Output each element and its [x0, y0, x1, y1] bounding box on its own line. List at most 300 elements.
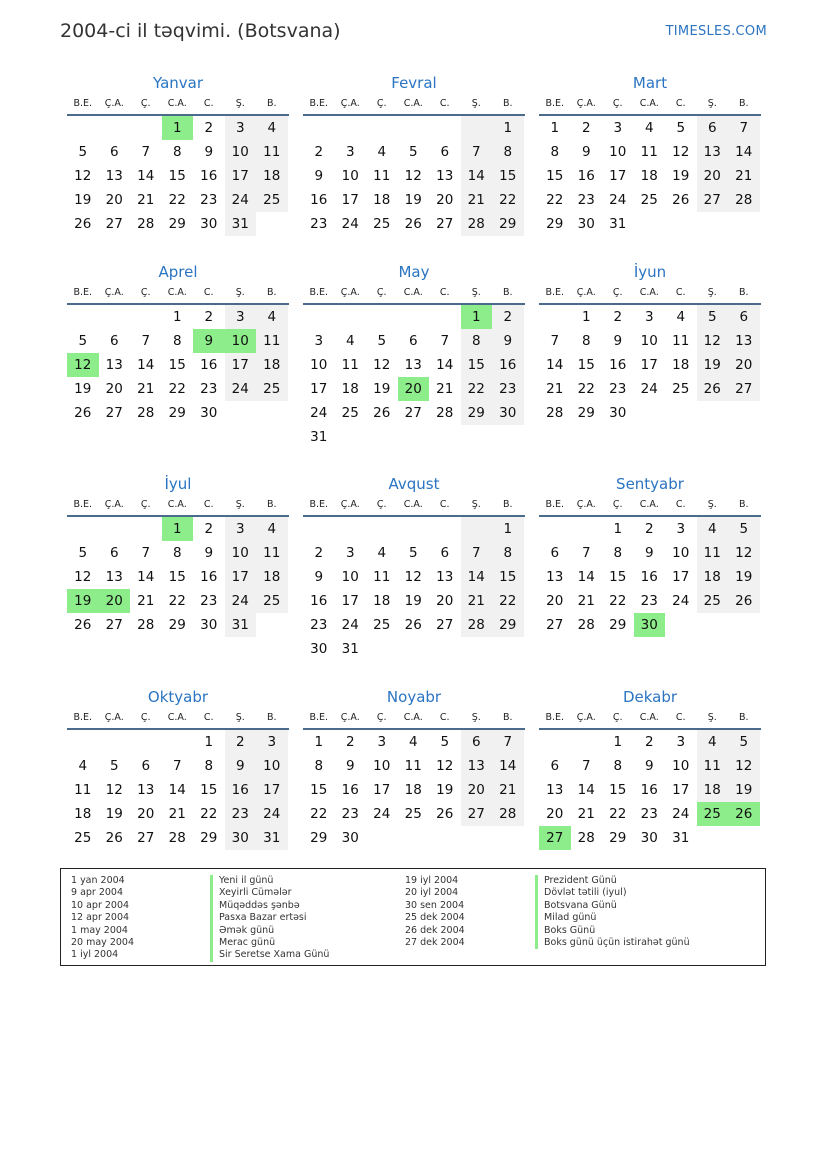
day-cell: 29 — [546, 216, 564, 232]
empty-day-cell — [99, 730, 131, 754]
day-cell: 23 — [609, 381, 627, 397]
day-cell: 22 — [492, 188, 524, 212]
day-cell: 15 — [546, 168, 564, 184]
empty-day-cell — [67, 517, 99, 541]
day-cell: 6 — [728, 305, 760, 329]
week-row — [303, 353, 525, 377]
day-cell: 23 — [492, 377, 524, 401]
month-calendar — [303, 686, 525, 850]
day-cell: 19 — [105, 806, 123, 822]
week-row — [67, 212, 289, 236]
weekday-label: Ç.A. — [576, 712, 596, 723]
weekday-label: B.E. — [545, 712, 565, 723]
week-row — [67, 778, 289, 802]
day-cell: 1 — [461, 305, 493, 329]
weekday-label: C.A. — [167, 712, 187, 723]
week-row — [303, 188, 525, 212]
empty-day-cell — [571, 730, 603, 754]
day-cell: 29 — [461, 401, 493, 425]
week-row — [303, 754, 525, 778]
empty-day-cell — [492, 637, 524, 661]
week-row — [539, 116, 761, 140]
empty-day-cell — [429, 826, 461, 850]
weekday-label: Ş. — [471, 98, 481, 109]
day-cell: 13 — [105, 569, 123, 585]
day-cell: 10 — [640, 333, 658, 349]
day-cell: 22 — [577, 381, 595, 397]
day-cell: 25 — [373, 617, 391, 633]
day-cell: 11 — [697, 754, 729, 778]
weekday-label: C.A. — [639, 287, 659, 298]
legend-item: 26 dek 2004 — [405, 924, 465, 936]
day-cell: 18 — [74, 806, 92, 822]
weekday-label: Ç. — [612, 712, 623, 723]
day-cell: 8 — [613, 758, 623, 774]
week-row — [67, 329, 289, 353]
day-cell: 20 — [105, 192, 123, 208]
day-cell: 4 — [408, 734, 418, 750]
month-name: Yanvar — [152, 74, 204, 92]
day-cell: 15 — [168, 168, 186, 184]
day-cell: 28 — [436, 405, 454, 421]
day-cell: 14 — [577, 782, 595, 798]
day-cell: 27 — [461, 802, 493, 826]
day-cell: 23 — [577, 192, 595, 208]
week-row — [539, 778, 761, 802]
day-cell: 27 — [404, 405, 422, 421]
empty-day-cell — [366, 517, 398, 541]
day-cell: 1 — [492, 517, 524, 541]
weekday-label: B. — [266, 712, 277, 723]
legend-item: 27 dek 2004 — [405, 937, 465, 949]
empty-day-cell — [429, 425, 461, 449]
empty-day-cell — [67, 116, 99, 140]
week-row — [539, 353, 761, 377]
day-cell: 4 — [377, 545, 387, 561]
month-calendar — [303, 261, 525, 449]
week-row — [539, 517, 761, 541]
legend-item: Boks günü üçün istirahət günü — [535, 937, 690, 949]
day-cell: 1 — [172, 309, 182, 325]
day-cell: 7 — [172, 758, 182, 774]
weekday-label: Ş. — [235, 712, 245, 723]
day-cell: 7 — [461, 140, 493, 164]
day-cell: 29 — [609, 830, 627, 846]
empty-day-cell — [398, 116, 430, 140]
empty-day-cell — [366, 637, 398, 661]
week-row — [303, 377, 525, 401]
month-calendar — [303, 72, 525, 236]
day-cell: 22 — [546, 192, 564, 208]
week-row — [303, 589, 525, 613]
empty-day-cell — [634, 401, 666, 425]
day-cell: 26 — [672, 192, 690, 208]
empty-day-cell — [335, 305, 367, 329]
day-cell: 3 — [644, 309, 654, 325]
day-cell: 10 — [373, 758, 391, 774]
empty-day-cell — [728, 212, 760, 236]
legend-item: 1 yan 2004 — [71, 875, 125, 886]
day-cell: 9 — [225, 754, 257, 778]
weekday-label: Ç.A. — [576, 499, 596, 510]
week-row — [303, 730, 525, 754]
week-row — [303, 613, 525, 637]
empty-day-cell — [665, 401, 697, 425]
day-cell: 8 — [461, 329, 493, 353]
day-cell: 11 — [697, 541, 729, 565]
day-cell: 9 — [193, 329, 225, 353]
day-cell: 14 — [168, 782, 186, 798]
day-cell: 1 — [613, 734, 623, 750]
day-cell: 30 — [634, 613, 666, 637]
day-cell: 25 — [640, 192, 658, 208]
day-cell: 4 — [256, 116, 288, 140]
day-cell: 6 — [109, 333, 119, 349]
weekday-header — [303, 283, 525, 305]
day-cell: 24 — [373, 806, 391, 822]
day-cell: 17 — [672, 569, 690, 585]
weekday-label: Ş. — [707, 98, 717, 109]
day-cell: 25 — [256, 377, 288, 401]
day-cell: 2 — [225, 730, 257, 754]
week-row — [539, 565, 761, 589]
day-cell: 12 — [74, 168, 92, 184]
weekday-header — [303, 708, 525, 730]
legend-item: 20 iyl 2004 — [405, 887, 459, 899]
weekday-label: C.A. — [167, 287, 187, 298]
weekday-label: B.E. — [545, 98, 565, 109]
weekday-label: B. — [738, 287, 749, 298]
day-cell: 15 — [200, 782, 218, 798]
day-cell: 19 — [436, 782, 454, 798]
day-cell: 3 — [377, 734, 387, 750]
day-cell: 17 — [609, 168, 627, 184]
day-cell: 25 — [256, 589, 288, 613]
week-row — [303, 541, 525, 565]
day-cell: 23 — [310, 216, 328, 232]
day-cell: 10 — [672, 545, 690, 561]
day-cell: 26 — [404, 216, 422, 232]
month-name: Oktyabr — [147, 688, 209, 706]
day-cell: 27 — [105, 617, 123, 633]
week-row — [67, 116, 289, 140]
day-cell: 13 — [436, 168, 454, 184]
weekday-label: Ş. — [235, 287, 245, 298]
day-cell: 16 — [200, 569, 218, 585]
weekday-label: B. — [738, 499, 749, 510]
day-cell: 6 — [109, 144, 119, 160]
day-cell: 6 — [408, 333, 418, 349]
empty-day-cell — [429, 116, 461, 140]
day-cell: 15 — [609, 782, 627, 798]
week-row — [539, 754, 761, 778]
day-cell: 6 — [440, 144, 450, 160]
day-cell: 14 — [137, 357, 155, 373]
day-cell: 2 — [581, 120, 591, 136]
legend-item: 9 apr 2004 — [71, 887, 124, 899]
week-row — [539, 212, 761, 236]
day-cell: 9 — [492, 329, 524, 353]
month-calendar — [539, 686, 761, 850]
day-cell: 12 — [728, 754, 760, 778]
legend-item: Milad günü — [535, 912, 690, 924]
weekday-label: Ç.A. — [576, 98, 596, 109]
day-cell: 8 — [314, 758, 324, 774]
day-cell: 31 — [341, 641, 359, 657]
legend-dates-right — [405, 875, 465, 949]
day-cell: 19 — [74, 381, 92, 397]
day-cell: 27 — [105, 216, 123, 232]
week-row — [303, 212, 525, 236]
empty-day-cell — [335, 425, 367, 449]
day-cell: 19 — [404, 593, 422, 609]
day-cell: 10 — [672, 758, 690, 774]
day-cell: 19 — [404, 192, 422, 208]
day-cell: 15 — [609, 569, 627, 585]
day-cell: 26 — [436, 806, 454, 822]
day-cell: 28 — [492, 802, 524, 826]
week-row — [539, 329, 761, 353]
weekday-label: B. — [502, 98, 513, 109]
week-row — [67, 613, 289, 637]
day-cell: 10 — [225, 140, 257, 164]
empty-day-cell — [665, 613, 697, 637]
day-cell: 3 — [225, 305, 257, 329]
day-cell: 1 — [581, 309, 591, 325]
day-cell: 25 — [697, 802, 729, 826]
day-cell: 22 — [461, 377, 493, 401]
empty-day-cell — [728, 401, 760, 425]
month-name: Aprel — [158, 263, 198, 281]
week-row — [67, 826, 289, 850]
weekday-label: C. — [203, 712, 214, 723]
day-cell: 11 — [256, 140, 288, 164]
day-cell: 9 — [644, 545, 654, 561]
day-cell: 30 — [200, 405, 218, 421]
month-calendar — [539, 72, 761, 236]
day-cell: 13 — [137, 782, 155, 798]
day-cell: 6 — [440, 545, 450, 561]
day-cell: 2 — [204, 120, 214, 136]
day-cell: 27 — [728, 377, 760, 401]
day-cell: 7 — [581, 758, 591, 774]
day-cell: 11 — [74, 782, 92, 798]
empty-day-cell — [697, 401, 729, 425]
day-cell: 31 — [225, 613, 257, 637]
week-row — [539, 188, 761, 212]
day-cell: 24 — [672, 806, 690, 822]
day-cell: 8 — [172, 333, 182, 349]
empty-day-cell — [335, 116, 367, 140]
empty-day-cell — [130, 305, 162, 329]
week-row — [539, 589, 761, 613]
day-cell: 27 — [436, 617, 454, 633]
day-cell: 19 — [74, 192, 92, 208]
month-name: İyul — [164, 475, 192, 493]
day-cell: 29 — [609, 617, 627, 633]
day-cell: 26 — [728, 589, 760, 613]
empty-day-cell — [130, 116, 162, 140]
legend-item: Botsvana Günü — [535, 900, 690, 912]
day-cell: 7 — [440, 333, 450, 349]
empty-day-cell — [697, 613, 729, 637]
day-cell: 8 — [550, 144, 560, 160]
week-row — [539, 140, 761, 164]
day-cell: 1 — [314, 734, 324, 750]
day-cell: 24 — [640, 381, 658, 397]
day-cell: 10 — [609, 144, 627, 160]
weekday-label: B.E. — [309, 499, 329, 510]
day-cell: 12 — [74, 569, 92, 585]
week-row — [303, 140, 525, 164]
weekday-label: C.A. — [403, 712, 423, 723]
day-cell: 26 — [74, 216, 92, 232]
day-cell: 14 — [137, 168, 155, 184]
day-cell: 5 — [728, 730, 760, 754]
day-cell: 11 — [404, 758, 422, 774]
weekday-label: Ş. — [235, 98, 245, 109]
day-cell: 17 — [310, 381, 328, 397]
day-cell: 3 — [225, 116, 257, 140]
day-cell: 18 — [404, 782, 422, 798]
day-cell: 8 — [204, 758, 214, 774]
week-row — [67, 802, 289, 826]
day-cell: 17 — [341, 192, 359, 208]
day-cell: 25 — [373, 216, 391, 232]
week-row — [67, 305, 289, 329]
weekday-label: C. — [675, 287, 686, 298]
weekday-label: B. — [502, 499, 513, 510]
day-cell: 4 — [256, 305, 288, 329]
day-cell: 4 — [345, 333, 355, 349]
day-cell: 8 — [581, 333, 591, 349]
weekday-label: C.A. — [403, 499, 423, 510]
day-cell: 17 — [225, 353, 257, 377]
weekday-label: C.A. — [639, 499, 659, 510]
day-cell: 15 — [577, 357, 595, 373]
day-cell: 13 — [546, 782, 564, 798]
empty-day-cell — [256, 212, 288, 236]
day-cell: 18 — [256, 565, 288, 589]
day-cell: 15 — [461, 353, 493, 377]
weekday-label: Ç.A. — [340, 98, 360, 109]
weekday-label: B.E. — [545, 287, 565, 298]
day-cell: 31 — [609, 216, 627, 232]
day-cell: 12 — [404, 168, 422, 184]
empty-day-cell — [398, 826, 430, 850]
day-cell: 30 — [200, 216, 218, 232]
day-cell: 29 — [492, 613, 524, 637]
day-cell: 19 — [373, 381, 391, 397]
weekday-label: B. — [266, 98, 277, 109]
weekday-label: Ç. — [376, 712, 387, 723]
week-row — [303, 637, 525, 661]
day-cell: 24 — [341, 216, 359, 232]
site-link[interactable]: TIMESLES.COM — [665, 24, 767, 39]
weekday-label: Ç. — [376, 98, 387, 109]
day-cell: 22 — [310, 806, 328, 822]
day-cell: 27 — [137, 830, 155, 846]
day-cell: 12 — [67, 353, 99, 377]
day-cell: 4 — [697, 730, 729, 754]
day-cell: 13 — [728, 329, 760, 353]
weekday-label: Ç. — [140, 499, 151, 510]
day-cell: 25 — [404, 806, 422, 822]
month-name: May — [398, 263, 430, 281]
day-cell: 15 — [492, 164, 524, 188]
day-cell: 9 — [345, 758, 355, 774]
weekday-label: Ç.A. — [104, 287, 124, 298]
day-cell: 14 — [728, 140, 760, 164]
day-cell: 3 — [256, 730, 288, 754]
day-cell: 20 — [398, 377, 430, 401]
week-row — [539, 164, 761, 188]
day-cell: 19 — [672, 168, 690, 184]
day-cell: 22 — [200, 806, 218, 822]
weekday-label: C.A. — [639, 712, 659, 723]
day-cell: 30 — [310, 641, 328, 657]
empty-day-cell — [162, 730, 194, 754]
empty-day-cell — [461, 637, 493, 661]
day-cell: 13 — [105, 168, 123, 184]
month-calendar — [67, 686, 289, 850]
day-cell: 17 — [672, 782, 690, 798]
weekday-label: C.A. — [167, 98, 187, 109]
weekday-label: C. — [675, 98, 686, 109]
day-cell: 6 — [697, 116, 729, 140]
day-cell: 2 — [644, 734, 654, 750]
day-cell: 2 — [345, 734, 355, 750]
day-cell: 23 — [310, 617, 328, 633]
day-cell: 9 — [314, 168, 324, 184]
week-row — [67, 188, 289, 212]
day-cell: 21 — [168, 806, 186, 822]
legend-item: Dövlət tətili (iyul) — [535, 887, 690, 899]
legend-item: Boks Günü — [535, 925, 690, 937]
day-cell: 9 — [613, 333, 623, 349]
page-title: 2004-ci il təqvimi. (Botsvana) — [60, 20, 341, 42]
week-row — [67, 517, 289, 541]
day-cell: 28 — [577, 830, 595, 846]
day-cell: 29 — [200, 830, 218, 846]
legend-item: 19 iyl 2004 — [405, 875, 459, 886]
day-cell: 17 — [225, 565, 257, 589]
day-cell: 31 — [225, 212, 257, 236]
weekday-label: C. — [203, 98, 214, 109]
day-cell: 21 — [461, 188, 493, 212]
day-cell: 23 — [225, 802, 257, 826]
day-cell: 7 — [461, 541, 493, 565]
month-calendar — [67, 473, 289, 637]
week-row — [303, 826, 525, 850]
weekday-label: B. — [502, 287, 513, 298]
weekday-label: Ç.A. — [104, 499, 124, 510]
day-cell: 16 — [577, 168, 595, 184]
day-cell: 17 — [256, 778, 288, 802]
legend-item: Müqəddəs şənbə — [210, 900, 329, 912]
month-name: Noyabr — [386, 688, 442, 706]
day-cell: 23 — [640, 593, 658, 609]
day-cell: 28 — [137, 405, 155, 421]
weekday-header — [67, 708, 289, 730]
weekday-label: C. — [675, 499, 686, 510]
day-cell: 16 — [492, 353, 524, 377]
day-cell: 18 — [640, 168, 658, 184]
empty-day-cell — [366, 116, 398, 140]
day-cell: 1 — [162, 116, 194, 140]
day-cell: 26 — [105, 830, 123, 846]
week-row — [303, 164, 525, 188]
